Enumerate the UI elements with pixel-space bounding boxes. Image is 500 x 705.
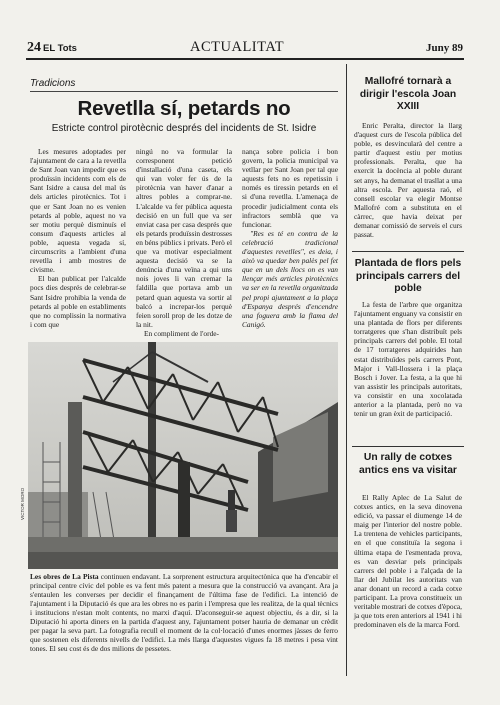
sidebar-headline-1: Mallofré tornarà a dirigir l'escola Joan XXIII — [359, 76, 457, 112]
paragraph: "Res es té en contra de la celebració tradicional d'aquestes revetlles", es deia, i això va quedar ben palès pel fet que en un dels llocs on es van llençar més articles pirotècnics va ser en la revetlla organitzada pel propi ajuntament a la plaça d'Espanya després d'encendre una foguera amb la flama del Canigó. — [242, 228, 338, 329]
kicker-rule — [30, 91, 338, 92]
publication-name: EL Tots — [43, 43, 77, 54]
photo-caption — [30, 572, 338, 653]
paragraph: Les mesures adoptades per l'ajuntament de cara a la revetlla de Sant Joan van impedir que es produïssin incidents com els de Sant Isidre a causa del mal ús dels articles pirotècnics. Tot i que er Sant Joan no es venien petards al poble, aquest no va ser motiu perquè disminuís el consum d'aquests articles al poble, aquesta vegada sí, circumscrits a l'ambient d'una revetlla i amb mostres de civisme. — [30, 147, 126, 275]
article-column-1 — [30, 147, 126, 329]
paragraph: El Rally Aplec de La Salut de cotxes antics, en la seva dinovena edició, va passar el diumenge 14 de maig per l'interior del nostre poble. La trentena de vehicles participants, en el que constituïa la segona i última etapa de l'esmentada prova, es van desviar pels principals carrers del poble i a l'alçada de la llar del Jubilat les autoritats van anar donant un record a cada cotxe participant. La prova constitueix un veritable mostrari de cotxes d'època, ja que tots eren anteriors al 1941 i hi predominaven els de la marca Ford. — [354, 493, 462, 630]
sidebar-headline-2: Plantada de flors pels principals carrers del poble — [354, 258, 462, 294]
sidebar-story-3 — [354, 493, 462, 629]
construction-photo — [28, 342, 338, 569]
paragraph: ningú no va formular la corresponent petició d'installació d'una caseta, els qui van voler fer ús de la pirotècnia van haver d'anar a altres pobles a comprar-ne. L'alcalde va fer pública aquesta decisió en un full que va ser enviat casa per casa després que els petards produïssin destrosses en béns públics i privats. Però el que va motivar especialment aquesta decisió va se la denúncia d'una veïna a qui uns nois joves li van cremar la faldilla que portava amb un petard quan aquesta va sortir al balcó a increpar-los perquè feien soroll prop de les dotze de la nit. — [136, 147, 232, 329]
article-column-2 — [136, 147, 232, 338]
paragraph: El ban publicat per l'alcalde pocs dies després de celebrar-se Sant Isidre prohibia la venda de petards al poble en establiments que no complissin la normativa i com que — [30, 274, 126, 329]
section-title: ACTUALITAT — [190, 39, 285, 55]
sidebar-rule — [352, 251, 464, 252]
article-headline: Revetlla sí, petards no — [77, 97, 291, 120]
photo-credit: VICTOR MORO — [20, 487, 25, 520]
sidebar-story-2 — [354, 300, 462, 418]
sidebar-story-1 — [354, 121, 462, 239]
column-divider — [346, 64, 347, 676]
article-column-3 — [242, 147, 338, 329]
issue-date: Juny 89 — [426, 42, 463, 54]
paragraph: Enric Peralta, director la llarg d'aquest curs de l'escola pública del poble, es desvincularà del centre a partir d'aquest estiu per motius professionals. Peralta, que ha exercit la docència al poble durant set anys, ha demanat el trasllat a una altra escola. Per aquesta raó, el consell escolar va elegir Montse Mallofré com a substituta en el càrrec, que havia deixat per demanar comissió de serveis el curs passat. — [354, 121, 462, 240]
article-kicker: Tradicions — [30, 78, 76, 89]
paragraph: La festa de l'arbre que organitza l'ajuntament enguany va consistir en una plantada de flors per diferents torratgeres que s'han distribuït pels principals carrers del poble. El total de 17 torratgeres adquirides han estat distribuïdes pels carrers Pont, Major i Vall-llossera i la plaça Bosch i Jover. La festa, a la que hi van assistir les principals autoritats, va consistir en una xocolatada anterior a la plantada, però no va tenir un gran èxit de participació. — [354, 300, 462, 419]
sidebar-headline-3: Un rally de cotxes antics ens va visitar — [359, 452, 457, 476]
paragraph: En compliment de l'orde- — [144, 328, 220, 338]
sidebar-rule — [352, 446, 464, 447]
header-rule — [26, 58, 464, 60]
caption-lead: Les obres de La Pista — [30, 572, 99, 581]
caption-text: continuen endavant. La sorprenent estructura arquitectònica que ha d'encabir el principal centre cívic del poble es va fent més patent a mesura que la construcció va avançant. Ara ja s'entaulen les converses per decidir el finançament de l'última fase de l'edifici. La intenció de l'ajuntament i la Diputació és que ara les obres no es parin i l'empresa que les realitza, de la qual tècnics i institucions n'estan molt contents, no marxi d'aquí. D'aconseguir-se aquest objectiu, és a dir, si la Diputació hi aporta diners en la partida d'aquest any, l'ajuntament potser hauria de demanar un crèdit per pagar la seva part. La fotografia recull el moment de la col·locació d'unes enormes jàsses de ferro que sostenen els diferents nivells de l'edifici. La més llarga d'aquestes vigues fa 18 metres i pesa vint tones. El seu cost és de dos milions de pessetes. — [30, 572, 338, 653]
paragraph: nança sobre policia i bon govern, la policia municipal va vetllar per Sant Joan per tal que aquests fets no es repetissin i només es tiressin petards en el si d'una revetlla. L'amenaça de procedir judicialment conta els infractors semblà que va funcionar. — [242, 147, 338, 229]
page-number: 24 — [27, 40, 41, 55]
article-subhead: Estricte control pirotècnic després del incidents de St. Isidre — [51, 123, 317, 134]
construction-photo-image — [28, 342, 338, 569]
